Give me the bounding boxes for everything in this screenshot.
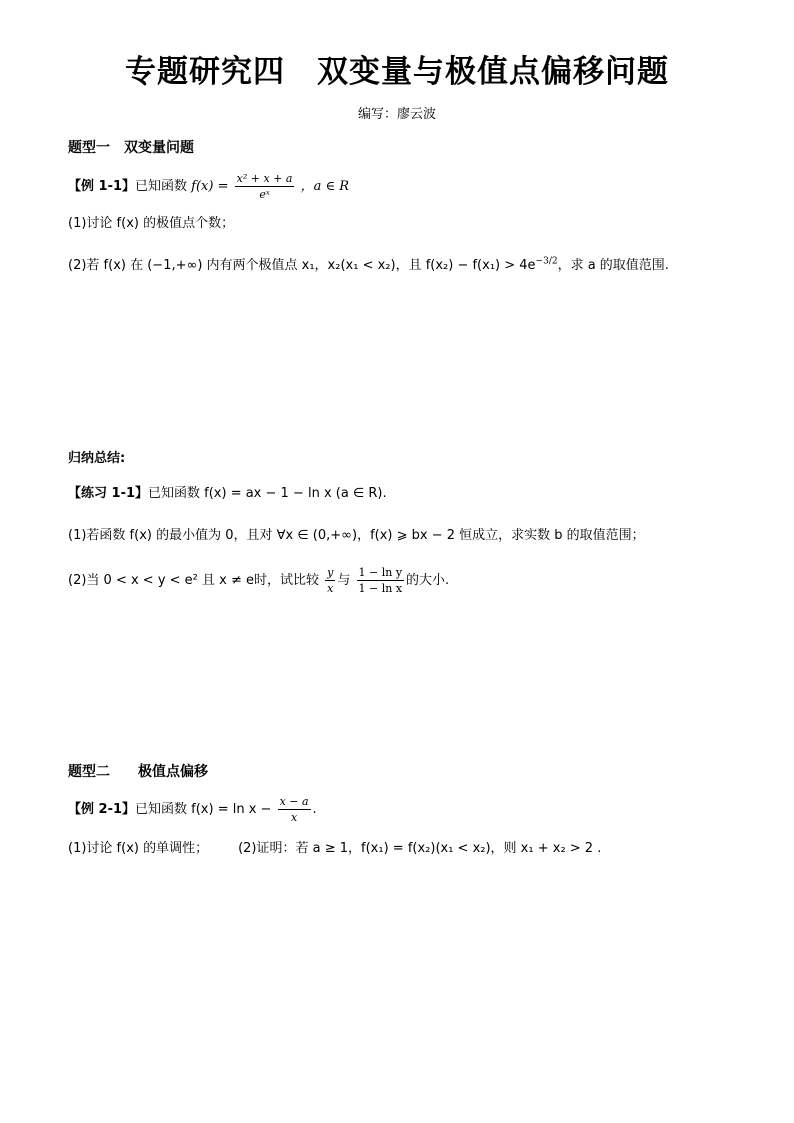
fraction-denominator: eˣ [259,188,270,201]
practice-q2-text: (2)当 0 < x < y < e² 且 x ≠ e时，试比较 [68,573,319,588]
author-line: 编写：廖云波 [357,107,436,122]
question-2 [68,256,669,276]
fraction-denominator: x [327,582,334,595]
question-1: (1)讨论 f(x) 的单调性； [68,841,209,856]
exponent: −3/2 [535,256,558,267]
example-2-1-questions [68,839,601,859]
example-tail: ，a ∈ R [300,179,349,194]
example-tag: 【例 1-1】 [68,179,136,194]
question-2-text: (2)若 f(x) 在 (−1,+∞) 内有两个极值点 x₁，x₂(x₁ < x₂)，且 f(x₂) − f(x₁) > 4e [68,258,536,273]
practice-question-2 [68,566,449,595]
function-label: f(x) = [191,179,229,194]
practice-question-1: (1)若函数 f(x) 的最小值为 0，且对 ∀x ∈ (0,+∞)，f(x) ⩾ bx − 2 恒成立，求实数 b 的取值范围； [68,528,645,543]
fraction-denominator: 1 − ln x [358,582,403,595]
practice-q2-mid: 与 [337,573,351,588]
page-title: 专题研究四 双变量与极值点偏移问题 [125,54,669,90]
fraction-denominator: x [290,811,298,824]
example-tag: 【例 2-1】 [68,802,136,817]
practice-tag: 【练习 1-1】 [68,486,149,501]
fraction [235,172,295,201]
summary-label: 归纳总结: [68,451,126,466]
example-1-1 [68,172,349,201]
question-2: (2)证明：若 a ≥ 1，f(x₁) = f(x₂)(x₁ < x₂)，则 x₁ + x₂ > 2 . [238,841,602,856]
fraction-numerator: x² + x + a [236,172,293,185]
fraction-log [357,566,405,595]
question-1: (1)讨论 f(x) 的极值点个数； [68,216,235,231]
example-lead: 已知函数 [135,179,188,194]
fraction [278,795,311,824]
question-2-tail: ，求 a 的取值范围. [557,258,669,273]
section-heading-2: 题型二 极值点偏移 [68,764,208,780]
section-heading-1: 题型一 双变量问题 [68,140,194,156]
example-2-1 [68,795,317,824]
example-tail: . [312,802,317,817]
fraction-y-over-x [325,566,335,595]
practice-text: 已知函数 f(x) = ax − 1 − ln x (a ∈ R). [148,486,387,501]
example-lead: 已知函数 f(x) = ln x − [135,802,272,817]
fraction-numerator: x − a [279,795,309,808]
fraction-numerator: 1 − ln y [358,566,403,579]
practice-q2-tail: 的大小. [406,573,450,588]
fraction-numerator: y [327,566,334,579]
practice-1-1 [68,484,387,504]
